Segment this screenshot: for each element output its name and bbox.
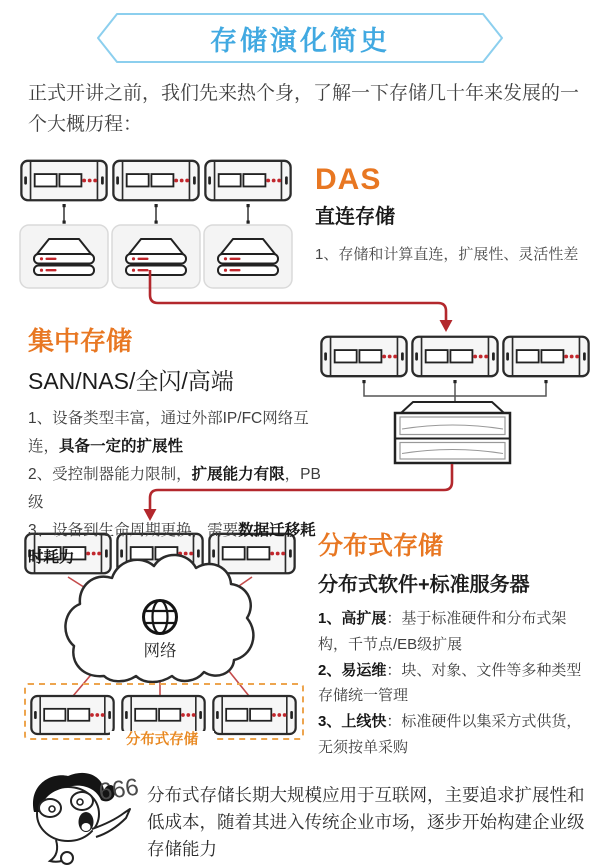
server-icon [31, 696, 295, 734]
distributed-bullets [318, 606, 590, 761]
distributed-subheading: 分布式软件+标准服务器 [318, 574, 530, 596]
bullet-item: 3、上线快：标准硬件以集采方式供货，无须按单采购 [318, 713, 582, 756]
distributed-heading: 分布式存储 [318, 532, 444, 560]
globe-icon [144, 601, 177, 634]
bullet-item: 1、高扩展：基于标准硬件和分布式架构，千节点/EB级扩展 [318, 610, 567, 653]
server-icon [321, 337, 588, 376]
section-distributed [318, 526, 590, 761]
disk-box [20, 225, 292, 288]
storage-array-icon [395, 402, 510, 463]
mascot-doodle-icon [33, 773, 140, 864]
cloud-label: 网络 [143, 642, 177, 660]
section-das [315, 163, 585, 283]
das-bullet: 1、存储和计算直连，扩展性、灵活性差 [315, 246, 579, 263]
section-centralized [28, 321, 328, 572]
distributed-box-label: 分布式存储 [125, 732, 199, 748]
bullet-item: 1、设备类型丰富，通过外部IP/FC网络互连，具备一定的扩展性 [28, 410, 309, 455]
das-subheading: 直连存储 [315, 206, 395, 228]
bullet-item: 3、设备到生命周期更换，需要数据迁移耗时耗力 [28, 521, 316, 567]
doodle-666-text: 666 [97, 773, 141, 806]
centralized-bullets [28, 405, 328, 572]
centralized-diagram [321, 337, 588, 463]
das-diagram [20, 161, 292, 288]
intro-paragraph: 正式开讲之前，我们先来热个身，了解一下存储几十年来发展的一个大概历程： [28, 83, 580, 135]
centralized-heading: 集中存储 [28, 326, 133, 356]
page-title: 存储演化简史 [210, 25, 390, 56]
bullet-item: 2、易运维：块、对象、文件等多种类型存储统一管理 [318, 661, 582, 705]
arrowhead-icon [440, 320, 453, 332]
das-heading: DAS [315, 163, 382, 196]
das-connectors [64, 206, 248, 223]
bullet-item: 2、受控制器能力限制，扩展能力有限，PB级 [28, 465, 321, 511]
centralized-subheading: SAN/NAS/全闪/高端 [28, 368, 234, 394]
footer-note: 分布式存储长期大规模应用于互联网，主要追求扩展性和低成本，随着其进入传统企业市场，逐步开始构建企业级存储能力 [147, 785, 585, 860]
server-icon [21, 161, 290, 200]
